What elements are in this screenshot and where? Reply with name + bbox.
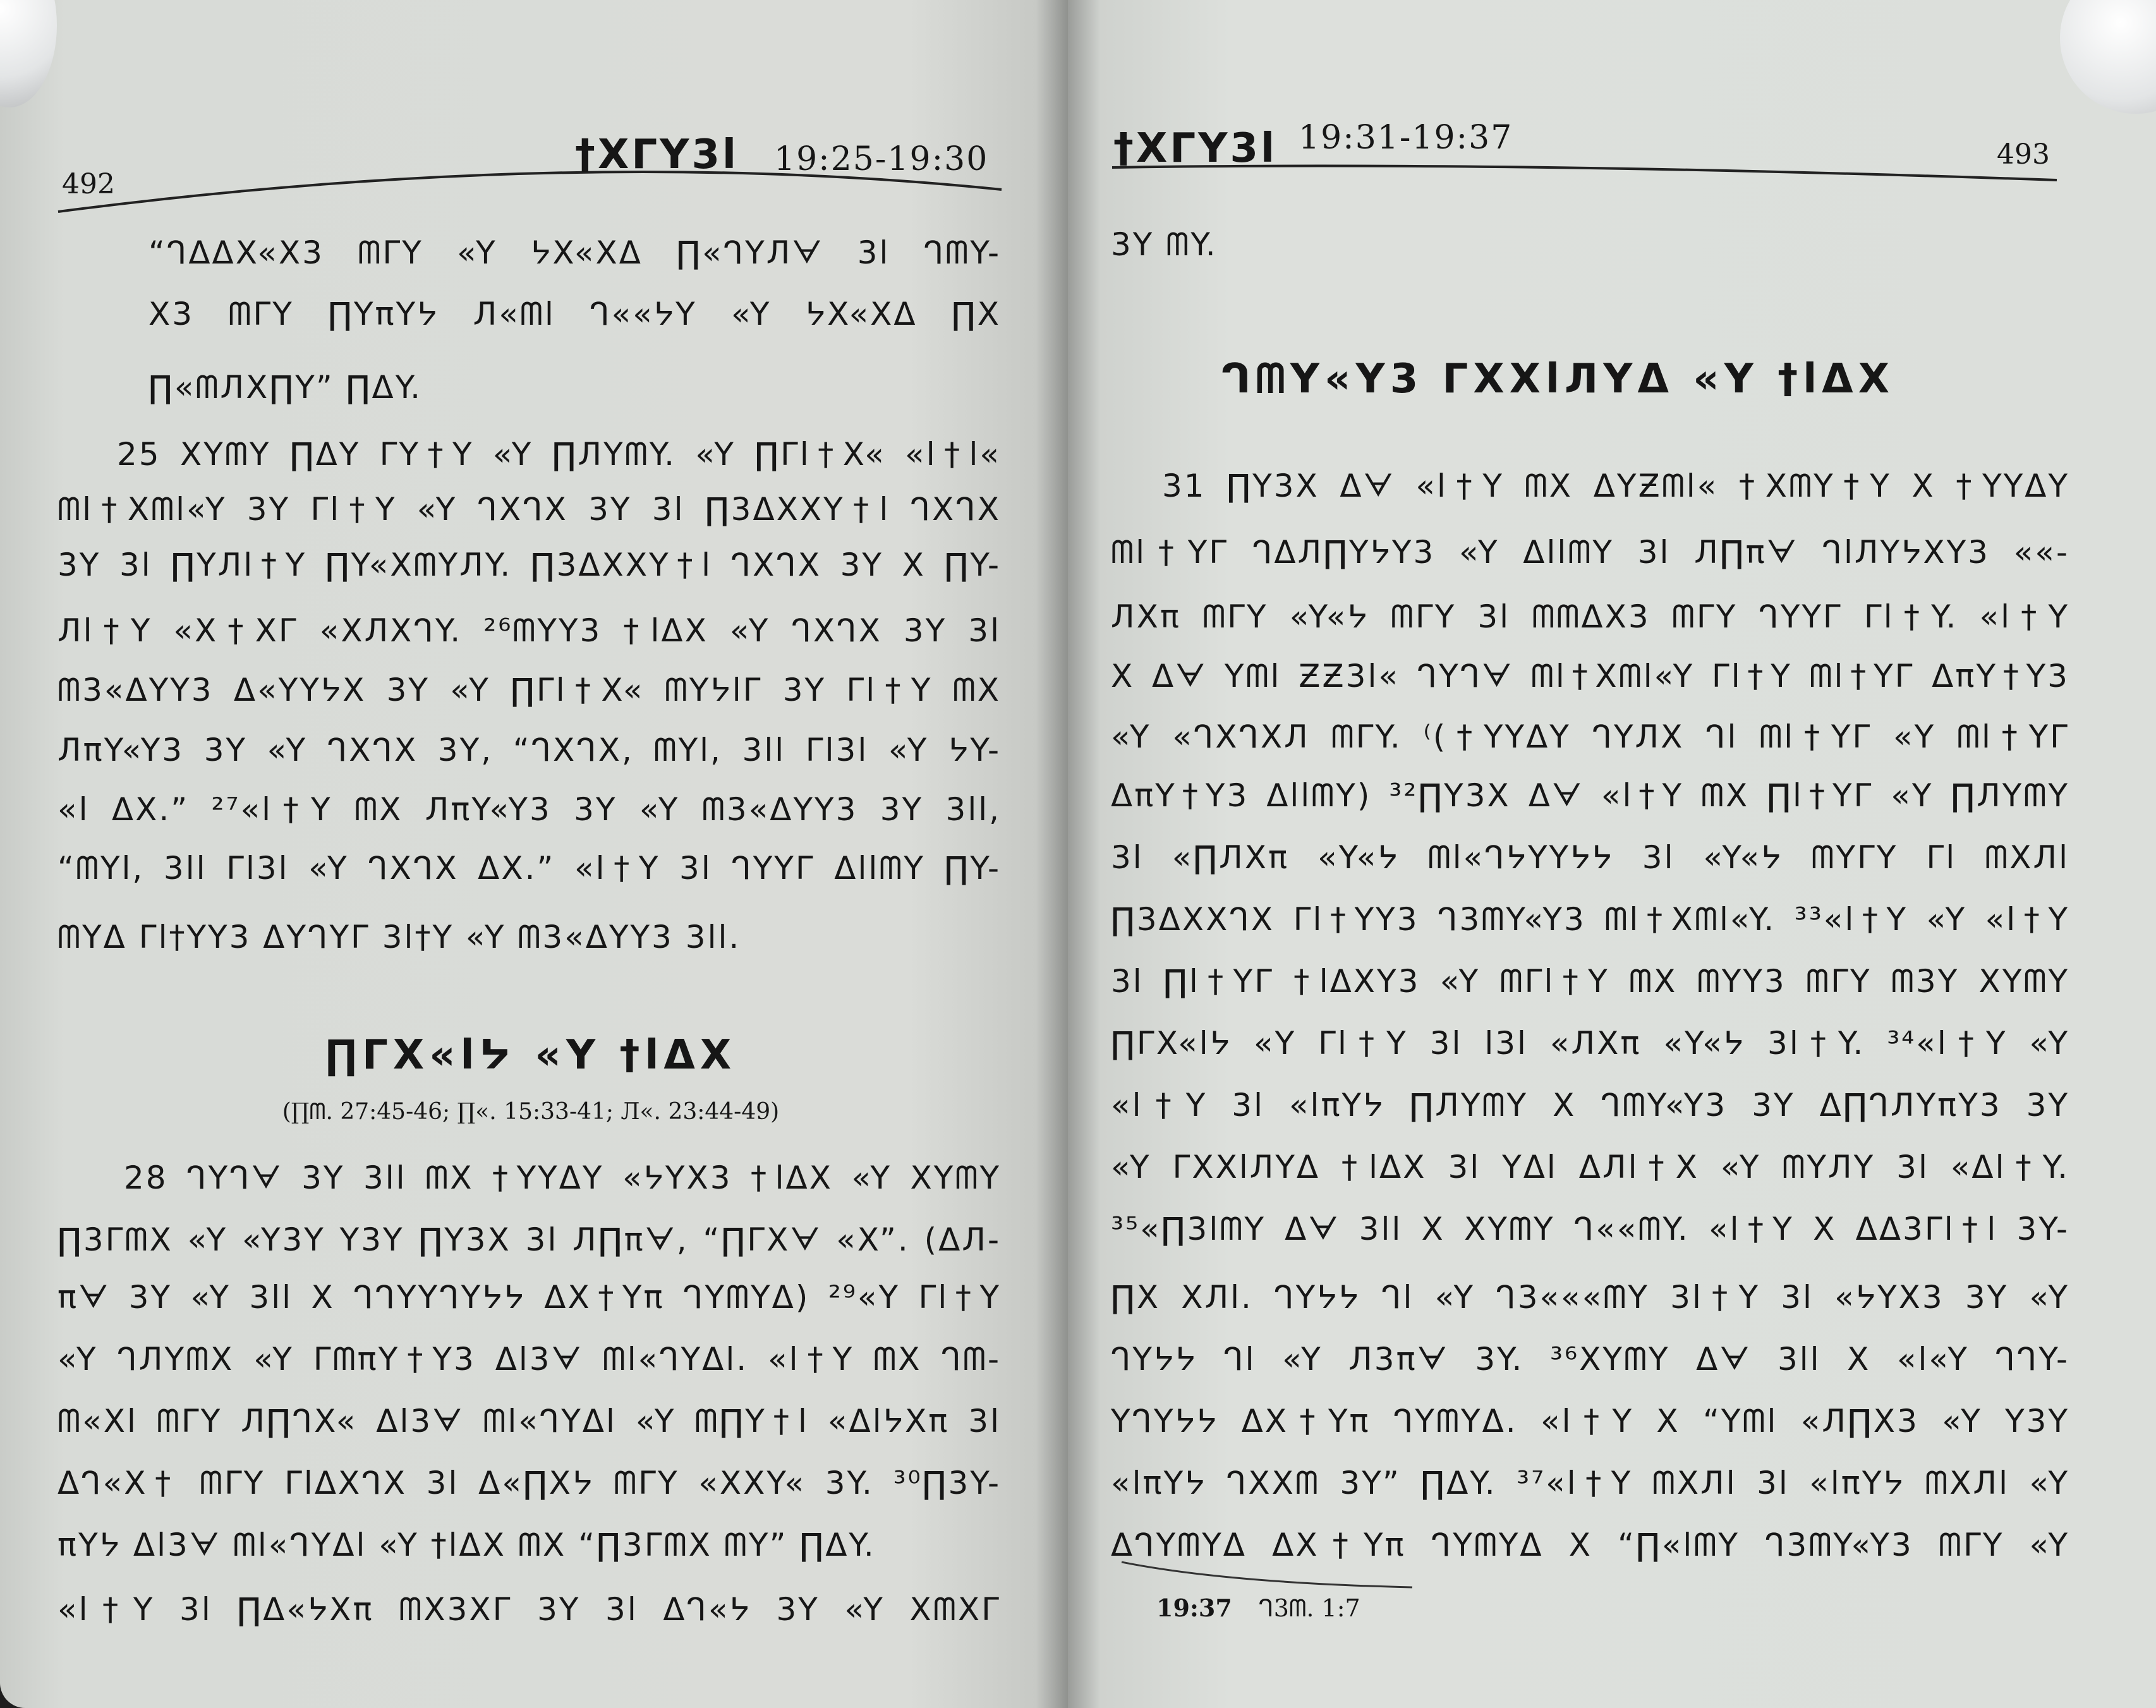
text-line: 25 XYᗰY ∏ᐃY ΓY†Y «Y ∏ЛYᗰY. «Y ∏Γl†X« «l†l« (117, 436, 1001, 473)
text-line: 28 ᒉYᒉᗄ 3Y 3ll ᗰX †YYᐃY «ᔭYX3 †lᐃX «Y XYᗰY (124, 1160, 1001, 1196)
text-line: ∏3ΓᗰX «Y «Y3Y Y3Y ∏Y3X 3l Л∏πᗄ, “∏ΓXᗄ «X”. (ᐃЛ- (58, 1221, 1001, 1258)
text-line: 3Y ᗰY. (1111, 226, 1218, 263)
text-line: πYᔭ ᐃl3ᗄ ᗰl«ᒉYᐃl «Y †lᐃX ᗰX “∏3ΓᗰX ᗰY” ∏ᐃY. (58, 1527, 876, 1563)
running-head-title: †XΓY3l (575, 131, 739, 178)
running-head-reference: 19:25-19:30 (774, 140, 989, 178)
footnote (1156, 1592, 1360, 1624)
text-line: ᐃπY†Y3 ᐃllᗰY) ³²∏Y3X ᐃᗄ «l†Y ᗰX ∏l†YΓ «Y ∏ЛYᗰY (1111, 777, 2069, 814)
text-line: 3Y 3l ∏YЛl†Y ∏Y«XᗰYЛY. ∏3ᐃXXY†l ᒉXᒉX 3Y X ∏Y- (58, 547, 1001, 583)
text-line: X ᐃᗄ Yᗰl ƵƵ3l« ᒉYᒉᗄ ᗰl†Xᗰl«Y Γl†Y ᗰl†YΓ ᐃπY†Y3 (1111, 658, 2069, 694)
section-heading: ∏ΓX«lᔭ «Y †lᐃX (325, 1032, 737, 1079)
text-line: ∏ΓX«lᔭ «Y Γl†Y 3l l3l «ЛXπ «Y«ᔭ 3l†Y. ³⁴«l†Y «Y (1111, 1025, 2069, 1062)
text-line: «l†Y 3l ∏ᐃ«ᔭXπ ᗰX3XΓ 3Y 3l ᐃᒉ«ᔭ 3Y «Y XᗰXΓ (58, 1591, 1001, 1628)
text-line: «l†Y 3l «lπYᔭ ∏ЛYᗰY X ᒉᗰY«Y3 3Y ᐃ∏ᒉЛYπY3 3Y (1111, 1087, 2069, 1124)
text-line: Лl†Y «X†XΓ «XЛXᒉY. ²⁶ᗰYY3 †lᐃX «Y ᒉXᒉX 3Y 3l (58, 612, 1001, 649)
text-line: πᗄ 3Y «Y 3ll X ᒉᒉYYᒉYᔭᔭ ᐃX†Yπ ᒉYᗰYᐃ) ²⁹«Y Γl†Y (58, 1279, 1001, 1316)
text-line: «lπYᔭ ᒉXXᗰ 3Y” ∏ᐃY. ³⁷«l†Y ᗰXЛl 3l «lπYᔭ ᗰXЛl «Y (1111, 1465, 2069, 1501)
text-line: 3l ∏l†YΓ †lᐃXY3 «Y ᗰΓl†Y ᗰX ᗰYY3 ᗰΓY ᗰ3Y XYᗰY (1111, 963, 2069, 1000)
text-line: ᐃᒉYᗰYᐃ ᐃX†Yπ ᒉYᗰYᐃ X “∏«lᗰY ᒉ3ᗰY«Y3 ᗰΓY «Y (1111, 1527, 2069, 1563)
text-line: ЛXπ ᗰΓY «Y«ᔭ ᗰΓY 3l ᗰᗰᐃX3 ᗰΓY ᒉYYΓ Γl†Y. «l†Y (1111, 598, 2069, 635)
footnote-text: ᒉ3ᗰ. 1:7 (1258, 1594, 1360, 1622)
text-line: ᗰ«Xl ᗰΓY Л∏ᒉX« ᐃl3ᗄ ᗰl«ᒉYᐃl «Y ᗰ∏Y†l «ᐃlᔭXπ 3l (58, 1403, 1001, 1439)
text-line: ∏«ᗰЛX∏Y” ∏ᐃY. (148, 369, 423, 406)
text-line: ᒉYᔭᔭ ᒉl «Y Л3πᗄ 3Y. ³⁶XYᗰY ᐃᗄ 3ll X «l«Y ᒉᒉY- (1111, 1341, 2069, 1378)
text-line: «Y «ᒉXᒉXЛ ᗰΓY. ⁽(†YYᐃY ᒉYЛX ᒉl ᗰl†YΓ «Y ᗰl†YΓ (1111, 718, 2069, 755)
text-line: ᗰl†Xᗰl«Y 3Y Γl†Y «Y ᒉXᒉX 3Y 3l ∏3ᐃXXY†l ᒉXᒉX (58, 491, 1001, 528)
section-heading: ᒉᗰY«Y3 ΓXXlЛYᐃ «Y †lᐃX (1220, 356, 1895, 403)
page-number: 493 (1997, 138, 2050, 171)
text-line: ЛπY«Y3 3Y «Y ᒉXᒉX 3Y, “ᒉXᒉX, ᗰYl, 3ll Γl3l «Y ᔭY- (58, 732, 1001, 768)
text-line: ᗰYᐃ Γl†YY3 ᐃYᒉYΓ 3l†Y «Y ᗰ3«ᐃYY3 3ll. (58, 919, 741, 955)
right-page (1068, 0, 2156, 1708)
text-line: 3l «∏ЛXπ «Y«ᔭ ᗰl«ᒉᔭYYᔭᔭ 3l «Y«ᔭ ᗰYΓY Γl ᗰXЛl (1111, 839, 2069, 876)
left-page (0, 0, 1068, 1708)
text-line: ᗰ3«ᐃYY3 ᐃ«YYᔭX 3Y «Y ∏Γl†X« ᗰYᔭlΓ 3Y Γl†Y ᗰX (58, 672, 1001, 708)
parallel-references: (∏ᗰ. 27:45-46; ∏«. 15:33-41; Л«. 23:44-49) (282, 1099, 780, 1125)
page-number: 492 (62, 168, 115, 200)
footnote-reference: 19:37 (1156, 1594, 1232, 1622)
text-line: ∏3ᐃXXᒉX Γl†YY3 ᒉ3ᗰY«Y3 ᗰl†Xᗰl«Y. ³³«l†Y «Y «l†Y (1111, 901, 2069, 938)
text-line: «Y ΓXXlЛYᐃ †lᐃX 3l Yᐃl ᐃЛl†X «Y ᗰYЛY 3l «ᐃl†Y. (1111, 1149, 2069, 1185)
text-line: ∏X XЛl. ᒉYᔭᔭ ᒉl «Y ᒉ3«««ᗰY 3l†Y 3l «ᔭYX3 3Y «Y (1111, 1279, 2069, 1316)
text-line: 31 ∏Y3X ᐃᗄ «l†Y ᗰX ᐃYƵᗰl« †XᗰY†Y X †YYᐃY (1162, 468, 2069, 504)
text-line: «l ᐃX.” ²⁷«l†Y ᗰX ЛπY«Y3 3Y «Y ᗰ3«ᐃYY3 3Y 3ll, (58, 791, 1001, 828)
text-line: ᗰl†YΓ ᒉᐃЛ∏YᔭY3 «Y ᐃllᗰY 3l Л∏πᗄ ᒉlЛYᔭXY3 ««- (1111, 534, 2069, 571)
text-line: ³⁵«∏3lᗰY ᐃᗄ 3ll X XYᗰY ᒉ««ᗰY. «l†Y X ᐃᐃ3Γl†l 3Y- (1111, 1211, 2069, 1247)
text-line: YᒉYᔭᔭ ᐃX†Yπ ᒉYᗰYᐃ. «l†Y X “Yᗰl «Л∏X3 «Y Y3Y (1111, 1403, 2069, 1439)
header-rule-left (0, 0, 1068, 253)
text-line: «Y ᒉЛYᗰX «Y ΓᗰπY†Y3 ᐃl3ᗄ ᗰl«ᒉYᐃl. «l†Y ᗰX ᒉᗰ- (58, 1341, 1001, 1378)
text-line: “ᒉᐃᐃX«X3 ᗰΓY «Y ᔭX«Xᐃ ∏«ᒉYЛᗄ 3l ᒉᗰY- (148, 234, 1001, 271)
running-head-title: †XΓY3l (1113, 125, 1277, 172)
text-line: ᐃᒉ«X† ᗰΓY ΓlᐃXᒉX 3l ᐃ«∏Xᔭ ᗰΓY «XXY« 3Y. ³⁰∏3Y- (58, 1465, 1001, 1501)
text-line: “ᗰYl, 3ll Γl3l «Y ᒉXᒉX ᐃX.” «l†Y 3l ᒉYYΓ ᐃllᗰY ∏Y- (58, 850, 1001, 887)
running-head-reference: 19:31-19:37 (1299, 119, 1513, 157)
text-line: X3 ᗰΓY ∏YπYᔭ Л«ᗰl ᒉ««ᔭY «Y ᔭX«Xᐃ ∏X (148, 296, 1001, 332)
